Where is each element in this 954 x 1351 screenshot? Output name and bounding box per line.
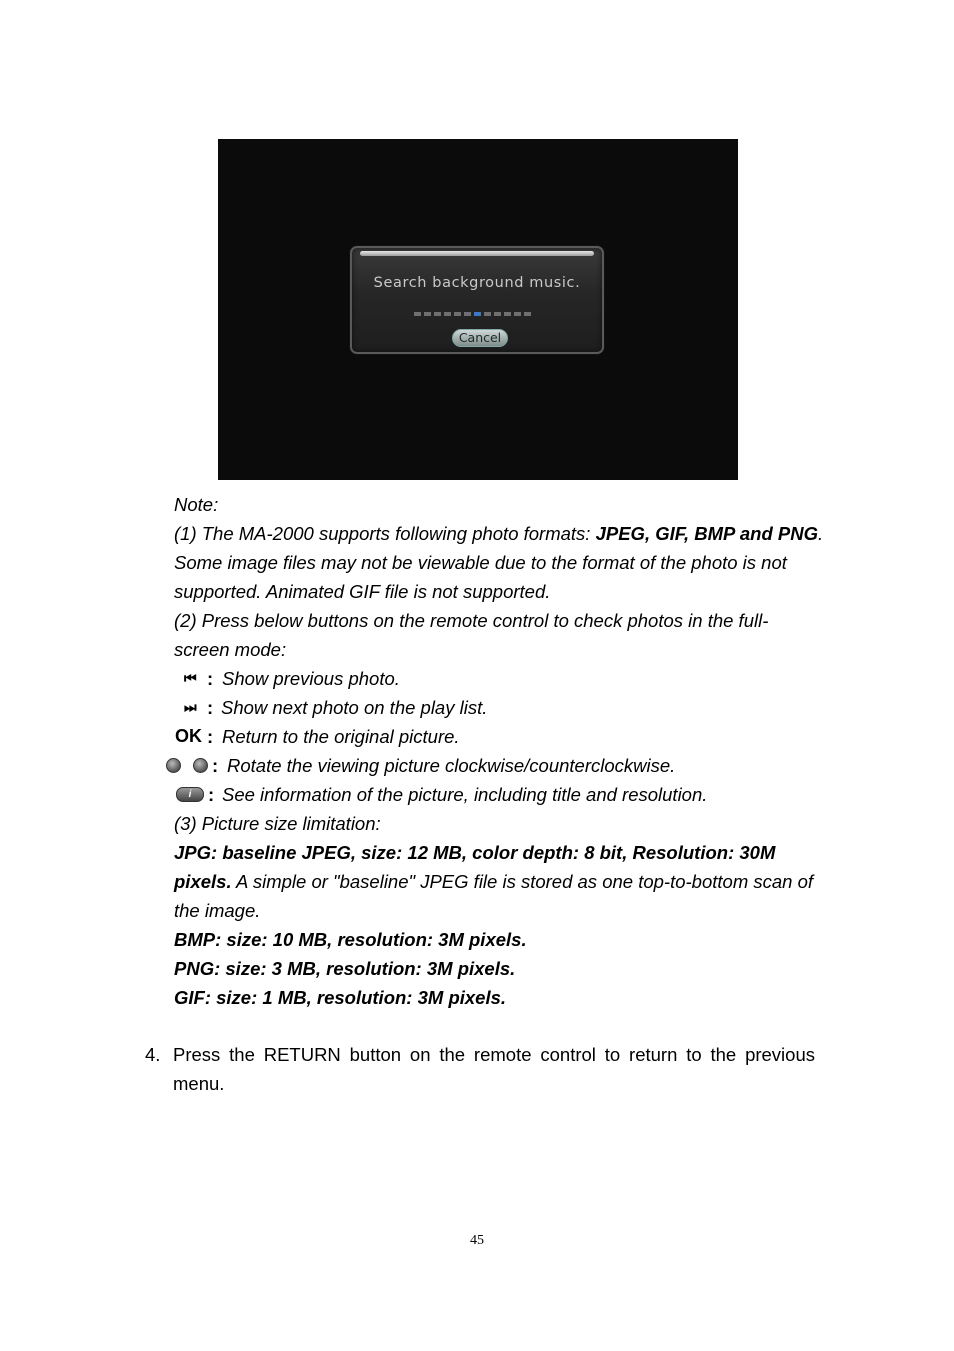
page-number: 45 <box>470 1233 484 1248</box>
button-row-next <box>174 693 824 722</box>
previous-desc: Show previous photo. <box>222 668 400 689</box>
progress-segment <box>434 312 441 316</box>
info-icon <box>176 780 204 809</box>
previous-icon: ⏮ <box>184 670 197 686</box>
search-music-dialog <box>350 246 604 354</box>
jpg-limit <box>174 838 824 925</box>
next-icon: ⏭ <box>184 699 197 715</box>
colon: : <box>207 668 214 689</box>
progress-segment <box>484 312 491 316</box>
button-row-info <box>174 780 824 809</box>
info-icon-glyph: i <box>176 787 204 802</box>
gif-limit <box>174 983 824 1012</box>
cancel-button[interactable]: Cancel <box>452 329 508 347</box>
jpg-limit-desc: A simple or "baseline" JPEG file is stored as one top-to-bottom scan of the image. <box>174 871 814 921</box>
progress-segment <box>424 312 431 316</box>
progress-segment <box>474 312 481 316</box>
progress-segment <box>494 312 501 316</box>
size-limit-heading: (3) Picture size limitation: <box>174 813 381 834</box>
ok-desc: Return to the original picture. <box>222 726 460 747</box>
progress-segment <box>444 312 451 316</box>
progress-segment <box>454 312 461 316</box>
formats-remark: . Some image files may not be viewable due to the format of the photo is not supported. Animated GIF file is not supported. <box>174 523 824 602</box>
bmp-limit <box>174 925 824 954</box>
formats-text: (1) The MA-2000 supports following photo formats: <box>174 523 596 544</box>
note-heading: Note: <box>174 494 219 515</box>
formats-list: JPEG, GIF, BMP and PNG <box>595 523 818 544</box>
rotate-ccw-icon <box>166 758 181 773</box>
progress-segment <box>514 312 521 316</box>
bmp-limit-text: BMP: size: 10 MB, resolution: 3M pixels. <box>174 929 527 950</box>
button-row-previous <box>174 664 824 693</box>
colon: : <box>207 726 214 747</box>
note-remote-buttons: (2) Press below buttons on the remote control to check photos in the full-screen mode: <box>174 610 769 660</box>
dialog-title-bar <box>360 251 594 256</box>
next-desc: Show next photo on the play list. <box>221 697 488 718</box>
button-row-rotate <box>174 751 824 780</box>
progress-segment <box>464 312 471 316</box>
note-formats <box>174 519 824 606</box>
colon: : <box>207 697 214 718</box>
rotate-cw-icon <box>193 758 208 773</box>
colon: : <box>208 784 215 805</box>
button-row-ok <box>174 722 824 751</box>
gif-limit-text: GIF: size: 1 MB, resolution: 3M pixels. <box>174 987 507 1008</box>
progress-segment <box>414 312 421 316</box>
info-desc: See information of the picture, including title and resolution. <box>222 784 708 805</box>
colon: : <box>212 755 219 776</box>
ok-icon: OK <box>175 726 202 746</box>
png-limit <box>174 954 824 983</box>
progress-indicator <box>414 312 531 316</box>
progress-segment <box>504 312 511 316</box>
rotate-desc: Rotate the viewing picture clockwise/counterclockwise. <box>227 755 676 776</box>
step-text: Press the RETURN button on the remote control to return to the previous menu. <box>173 1044 815 1094</box>
step-4 <box>145 1040 815 1098</box>
dialog-message: Search background music. <box>373 275 581 291</box>
embedded-screenshot <box>218 139 738 480</box>
step-number: 4. <box>145 1044 161 1065</box>
progress-segment <box>524 312 531 316</box>
jpg-limit-bold: JPG: baseline JPEG, size: 12 MB, color depth: 8 bit, Resolution: 30M pixels. <box>174 842 776 892</box>
note-section <box>174 490 824 1012</box>
png-limit-text: PNG: size: 3 MB, resolution: 3M pixels. <box>174 958 516 979</box>
